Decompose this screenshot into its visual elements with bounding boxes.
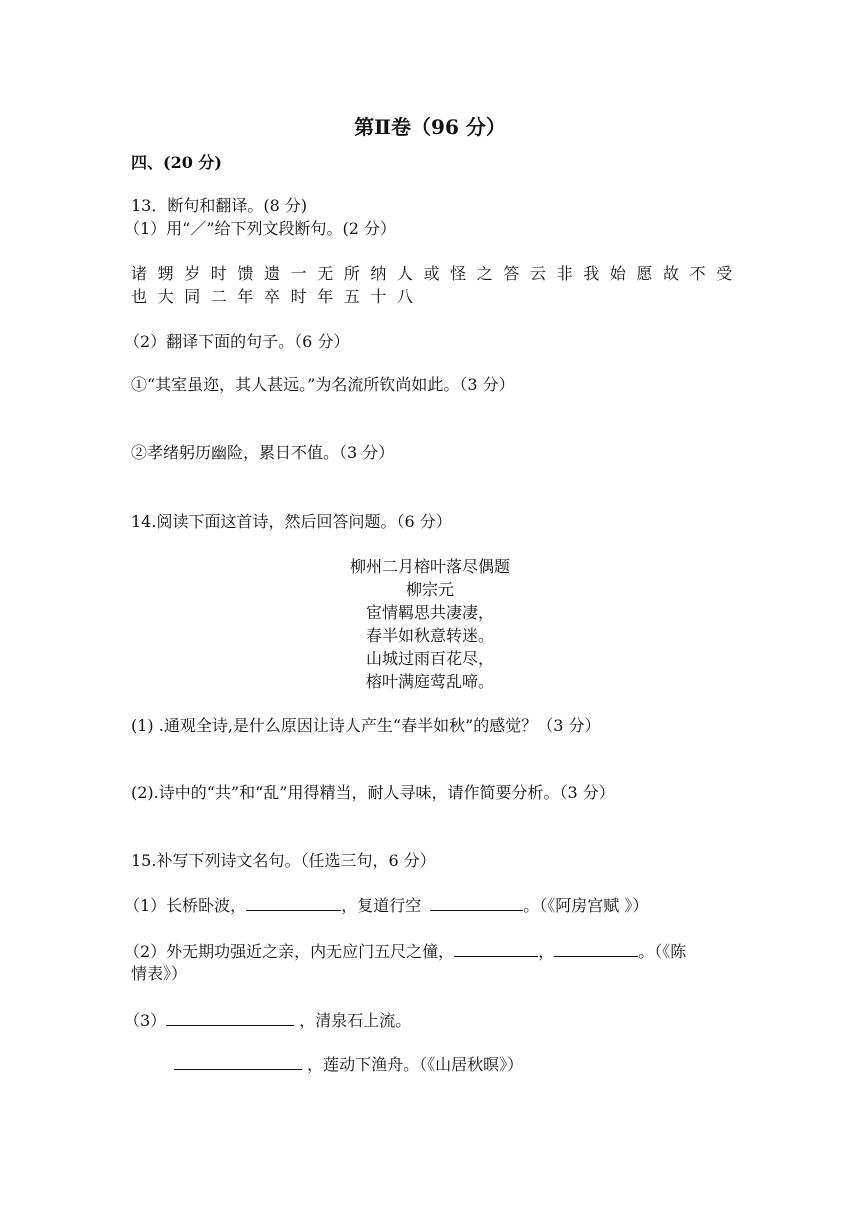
answer-blank[interactable] <box>430 894 523 911</box>
q15-sentence3 <box>124 1009 411 1032</box>
q14-title: 14.阅读下面这首诗，然后回答问题。（6 分） <box>131 512 452 531</box>
poem-author: 柳宗元 <box>405 580 454 599</box>
q15-s2-text-b: ， <box>538 942 555 961</box>
poem-line: 山城过雨百花尽， <box>365 649 494 668</box>
q15-s3-text-c: ，莲动下渔舟。（《山居秋暝》） <box>302 1055 524 1074</box>
poem-title: 柳州二月榕叶落尽偶题 <box>349 557 510 576</box>
q14-sub1: (1) .通观全诗,是什么原因让诗人产生“春半如秋”的感觉？（3 分） <box>131 716 601 735</box>
page-title: 第Ⅱ卷（96 分） <box>354 115 506 139</box>
q13-title: 13．断句和翻译。(8 分) <box>131 196 308 215</box>
answer-blank[interactable] <box>246 894 341 911</box>
q15-s2-continuation: 情表》） <box>131 964 188 983</box>
poem-line: 宦情羁思共凄凄， <box>365 603 494 622</box>
q13-passage-line1: 诸甥岁时馈遗一无所纳人或怪之答云非我始愿故不受 <box>131 264 743 283</box>
poem-line: 春半如秋意转迷。 <box>365 626 494 645</box>
q15-s2-text-a: （2）外无期功强近之亲，内无应门五尺之僮， <box>124 942 455 961</box>
q13-passage-line2: 也大同二年卒时年五十八 <box>131 287 424 306</box>
q15-title: 15.补写下列诗文名句。（任选三句，6 分） <box>131 851 436 870</box>
q15-sentence2 <box>124 940 686 963</box>
q15-s3-text-b: ，清泉石上流。 <box>294 1011 412 1030</box>
q15-s1-text-c: 。（《阿房宫赋 》） <box>523 896 649 915</box>
q15-s2-text-c: 。（《陈 <box>638 942 687 961</box>
answer-blank[interactable] <box>454 940 538 957</box>
q14-sub2: (2).诗中的“共”和“乱”用得精当，耐人寻味，请作简要分析。（3 分） <box>131 783 615 802</box>
q15-sentence3-line2 <box>174 1053 523 1076</box>
q15-sentence1 <box>124 894 648 917</box>
q15-s1-text-a: （1）长桥卧波， <box>124 896 247 915</box>
answer-blank[interactable] <box>174 1053 302 1070</box>
q13-part1-instruction: （1）用“／”给下列文段断句。(2 分） <box>124 219 397 238</box>
q13-item1: ①“其室虽迩，其人甚远。”为名流所钦尚如此。（3 分） <box>131 375 515 394</box>
answer-blank[interactable] <box>554 940 638 957</box>
section-heading: 四、(20 分) <box>131 153 222 172</box>
q13-part2-instruction: （2）翻译下面的句子。（6 分） <box>124 332 350 351</box>
q13-item2: ②孝绪躬历幽险，累日不值。（3 分） <box>131 443 395 462</box>
q15-s3-text-a: （3） <box>124 1011 167 1030</box>
q15-s1-text-b: ，复道行空 <box>341 896 427 915</box>
answer-blank[interactable] <box>166 1009 294 1026</box>
poem-line: 榕叶满庭莺乱啼。 <box>365 672 494 691</box>
